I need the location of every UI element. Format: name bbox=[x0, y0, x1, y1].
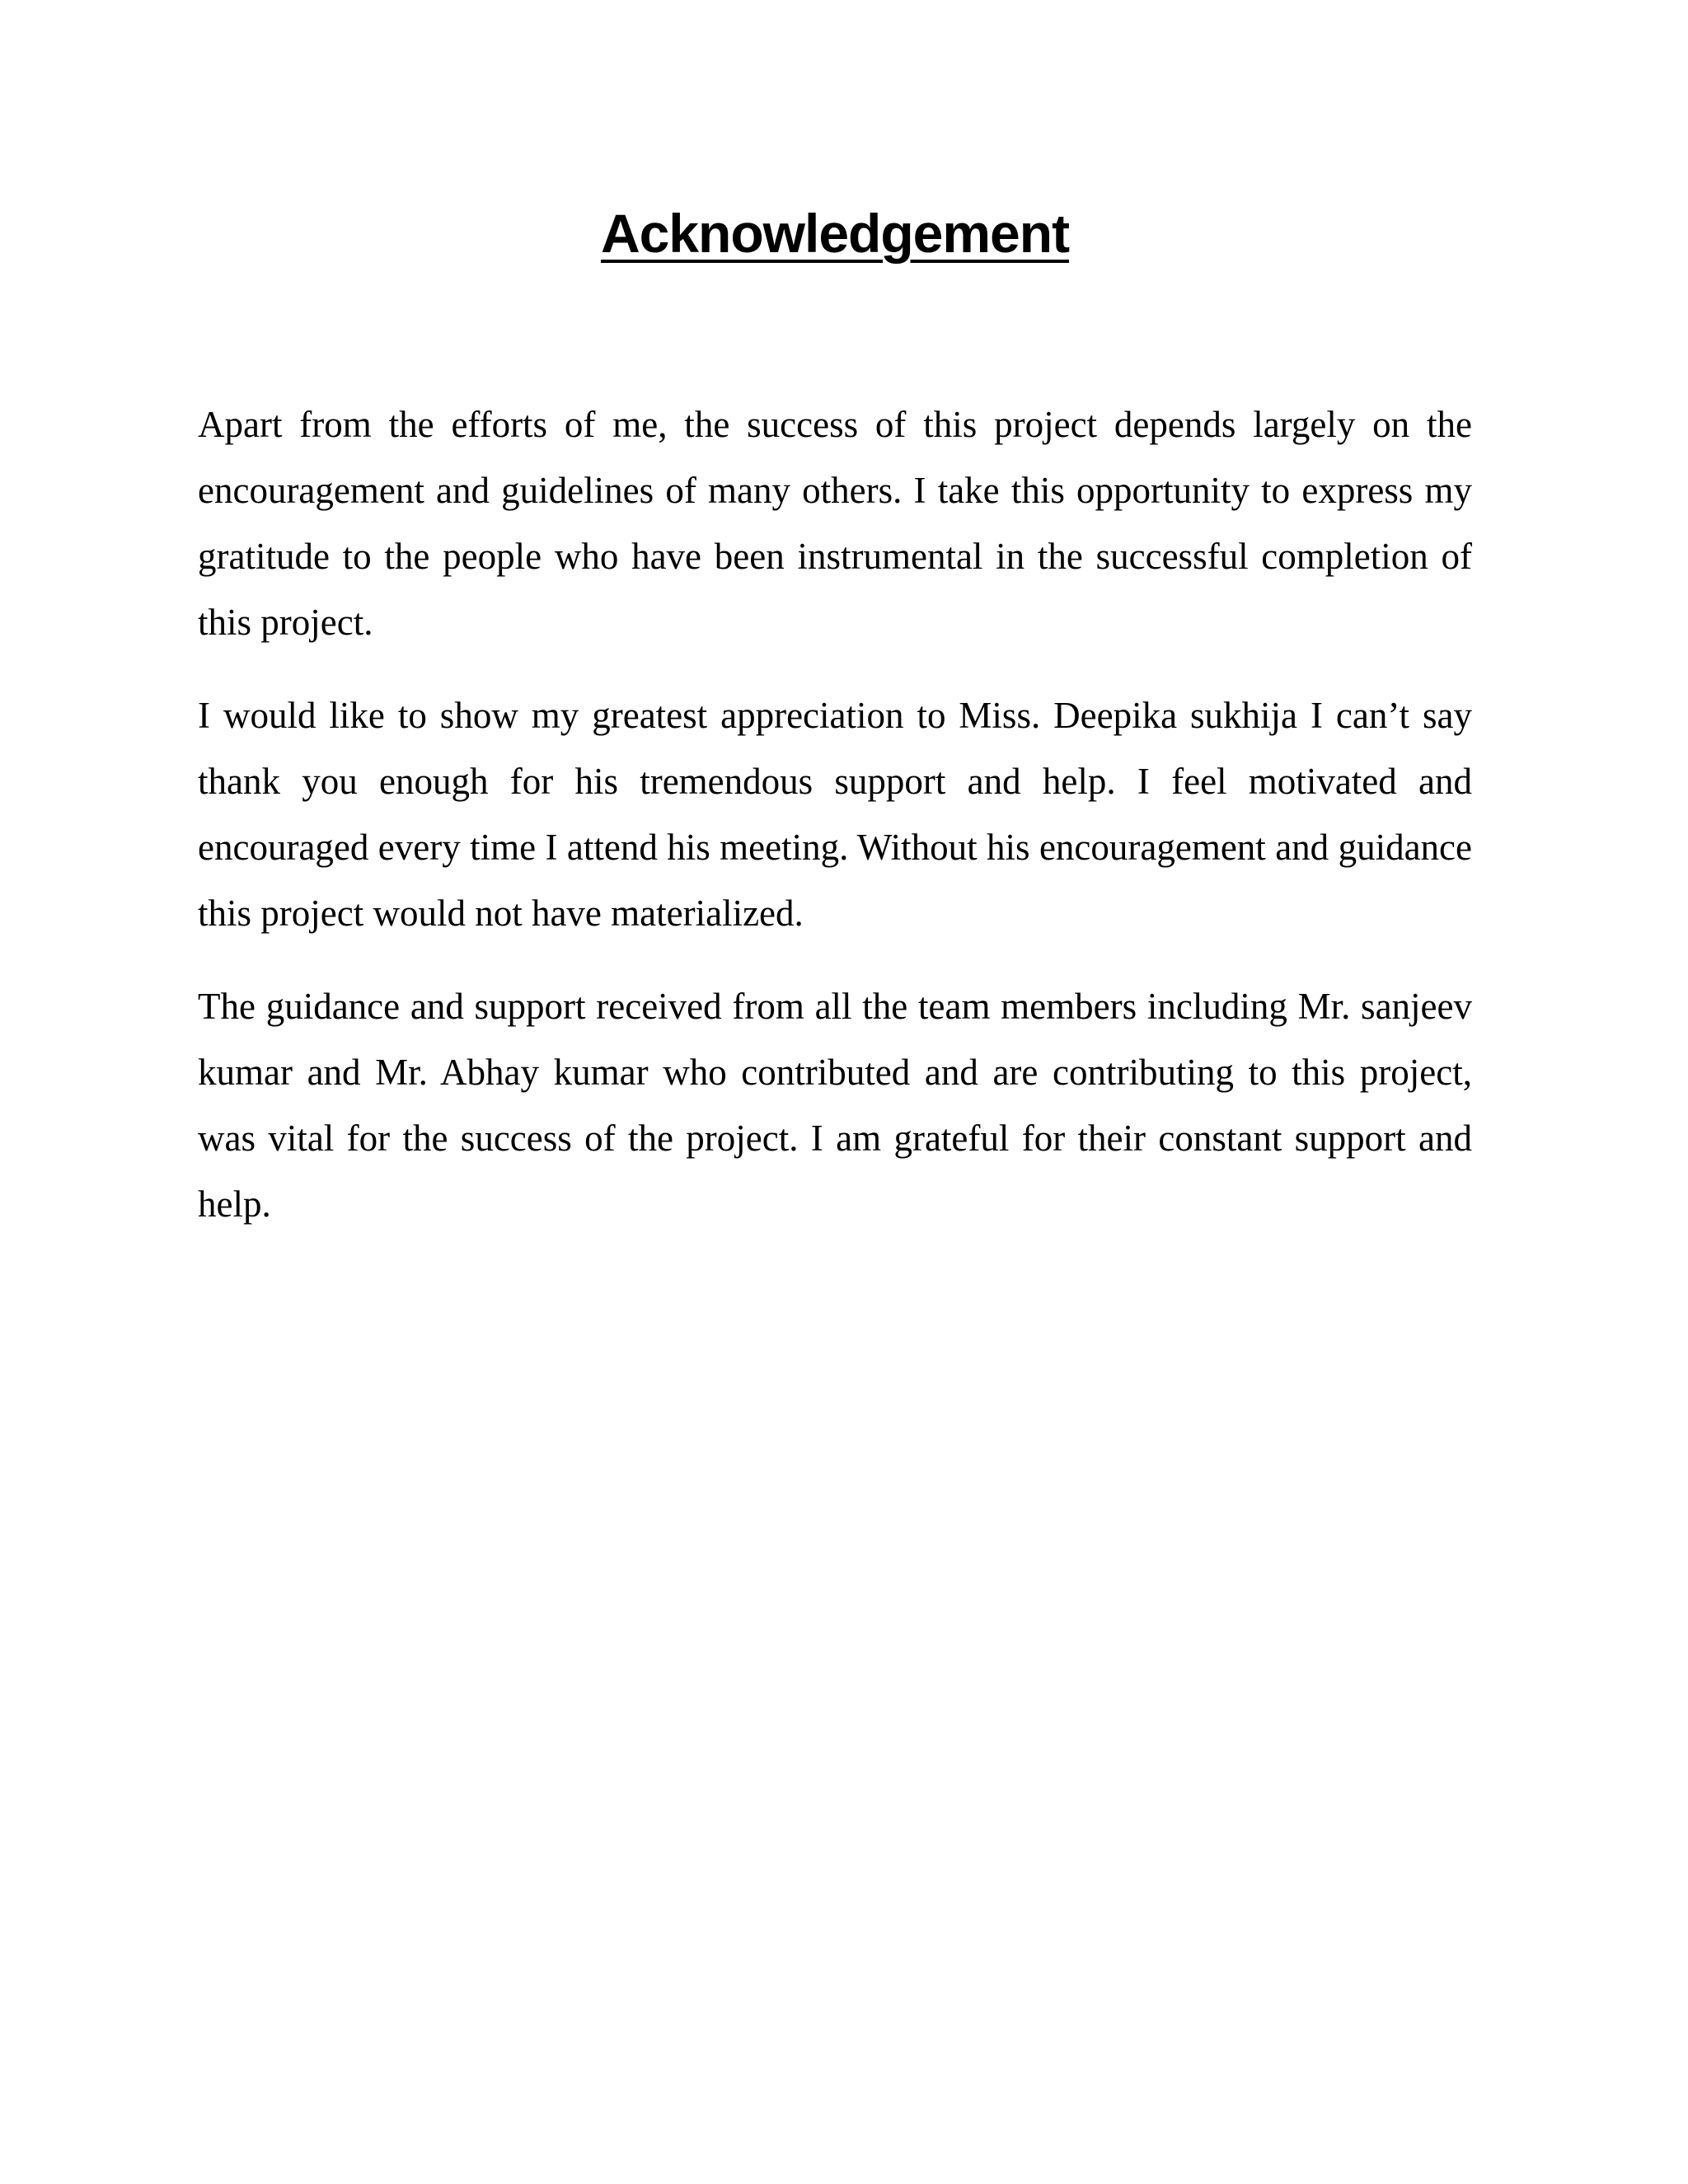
page-title bbox=[0, 196, 1670, 270]
document-body bbox=[198, 391, 1472, 1264]
paragraph-appreciation: I would like to show my greatest appreciation to Miss. Deepika sukhija I can’t say thank you enough for his tremendous support and help. I feel motivated and encouraged every time I attend his meeting. Without his encouragement and guidance this project would not have materialized. bbox=[198, 695, 1472, 934]
paragraph-team: The guidance and support received from all the team members including Mr. sanjeev kumar and Mr. Abhay kumar who contributed and are contributing to this project, was vital for the success of the project. I am grateful for their constant support and help. bbox=[198, 986, 1472, 1225]
page-title-text: Acknowledgement bbox=[600, 203, 1070, 264]
paragraph-intro: Apart from the efforts of me, the success of this project depends largely on the encouragement and guidelines of many others. I take this opportunity to express my gratitude to the people who have been instrumental in the successful completion of this project. bbox=[198, 404, 1472, 643]
